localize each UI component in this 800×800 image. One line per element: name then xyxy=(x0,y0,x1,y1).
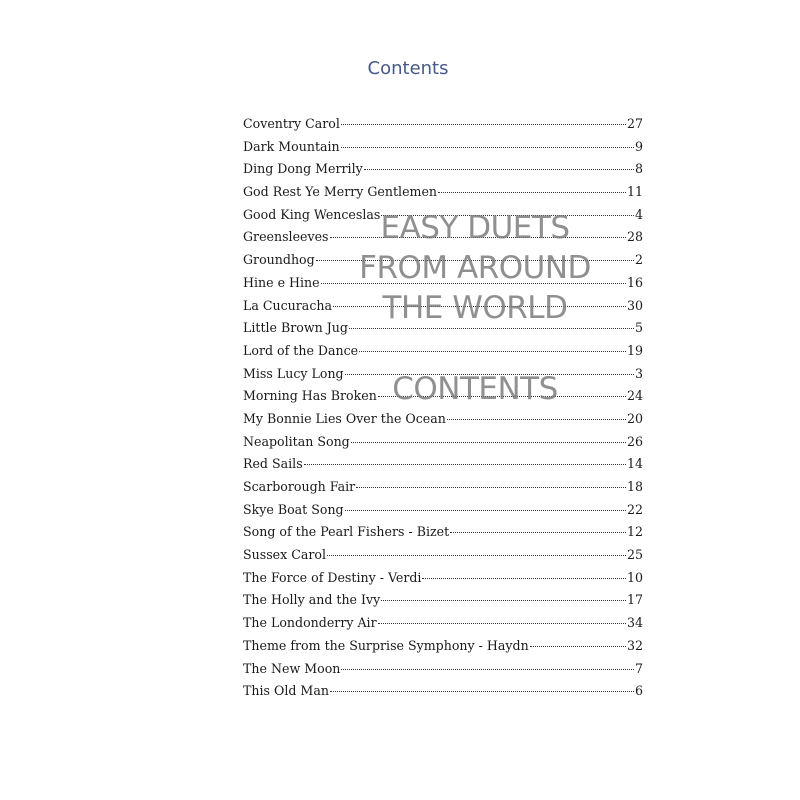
toc-dot-leader xyxy=(341,669,634,670)
toc-dot-leader xyxy=(327,555,626,556)
toc-entry-page-number: 22 xyxy=(626,501,643,517)
toc-entry-page-number: 20 xyxy=(626,410,643,426)
toc-dot-leader xyxy=(330,691,634,692)
toc-entry-title: Theme from the Surprise Symphony - Haydn xyxy=(243,637,529,653)
toc-entry-title: Greensleeves xyxy=(243,229,329,245)
toc-entry-page-number: 28 xyxy=(626,229,643,245)
toc-entry xyxy=(243,181,643,204)
toc-dot-leader xyxy=(359,351,626,352)
toc-dot-leader xyxy=(333,306,626,307)
toc-entry xyxy=(243,136,643,159)
toc-dot-leader xyxy=(447,419,626,420)
toc-entry-page-number: 10 xyxy=(626,569,643,585)
toc-entry-title: Miss Lucy Long xyxy=(243,365,344,381)
toc-entry xyxy=(243,680,643,703)
toc-entry xyxy=(243,340,643,363)
toc-entry-title: Ding Dong Merrily xyxy=(243,161,363,177)
toc-entry xyxy=(243,158,643,181)
toc-entry xyxy=(243,612,643,635)
toc-entry-page-number: 11 xyxy=(626,184,643,200)
toc-entry-page-number: 8 xyxy=(634,161,643,177)
toc-dot-leader xyxy=(381,215,634,216)
toc-entry xyxy=(243,385,643,408)
toc-entry xyxy=(243,658,643,681)
toc-entry-title: The Force of Destiny - Verdi xyxy=(243,569,422,585)
toc-entry-title: Groundhog xyxy=(243,252,315,268)
toc-entry-page-number: 27 xyxy=(626,116,643,131)
toc-entry-title: The Londonderry Air xyxy=(243,615,377,631)
toc-dot-leader xyxy=(345,374,634,375)
toc-entry xyxy=(243,113,643,136)
toc-entry-title: Red Sails xyxy=(243,456,303,472)
toc-entry-page-number: 24 xyxy=(626,388,643,404)
toc-entry-page-number: 3 xyxy=(634,365,643,381)
toc-entry-page-number: 17 xyxy=(626,592,643,608)
toc-entry xyxy=(243,204,643,227)
page-title: Contents xyxy=(367,58,449,79)
toc-dot-leader xyxy=(356,487,626,488)
toc-dot-leader xyxy=(351,442,626,443)
toc-entry-title: Neapolitan Song xyxy=(243,433,350,449)
toc-entry-page-number: 12 xyxy=(626,524,643,540)
toc-entry-page-number: 6 xyxy=(634,683,643,699)
toc-dot-leader xyxy=(422,578,626,579)
watermark-line: FROM AROUND xyxy=(359,250,591,286)
watermark-subtitle: CONTENTS xyxy=(392,371,558,407)
toc-entry-title: Little Brown Jug xyxy=(243,320,348,336)
toc-entry xyxy=(243,453,643,476)
toc-entry xyxy=(243,589,643,612)
toc-entry xyxy=(243,272,643,295)
table-of-contents xyxy=(243,113,643,703)
toc-entry xyxy=(243,317,643,340)
toc-dot-leader xyxy=(341,124,626,125)
toc-entry-title: Skye Boat Song xyxy=(243,501,344,517)
toc-entry-page-number: 25 xyxy=(626,547,643,563)
watermark-line: EASY DUETS xyxy=(380,210,570,246)
toc-dot-leader xyxy=(378,623,626,624)
watermark-line: THE WORLD xyxy=(382,290,568,326)
toc-entry-page-number: 5 xyxy=(634,320,643,336)
toc-entry xyxy=(243,226,643,249)
toc-entry xyxy=(243,249,643,272)
toc-entry-page-number: 19 xyxy=(626,342,643,358)
toc-entry-title: La Cucuracha xyxy=(243,297,332,313)
toc-entry xyxy=(243,567,643,590)
toc-entry-page-number: 32 xyxy=(626,637,643,653)
toc-entry xyxy=(243,408,643,431)
toc-entry-title: The Holly and the Ivy xyxy=(243,592,381,608)
toc-entry-title: Coventry Carol xyxy=(243,116,340,131)
toc-entry-page-number: 14 xyxy=(626,456,643,472)
toc-entry-title: My Bonnie Lies Over the Ocean xyxy=(243,410,446,426)
toc-dot-leader xyxy=(378,396,626,397)
toc-entry xyxy=(243,521,643,544)
toc-entry-title: Morning Has Broken xyxy=(243,388,377,404)
toc-entry-title: Song of the Pearl Fishers - Bizet xyxy=(243,524,450,540)
toc-dot-leader xyxy=(381,600,626,601)
toc-entry xyxy=(243,295,643,318)
toc-dot-leader xyxy=(349,328,634,329)
toc-dot-leader xyxy=(438,192,626,193)
toc-dot-leader xyxy=(364,169,634,170)
toc-entry xyxy=(243,476,643,499)
toc-entry-title: Scarborough Fair xyxy=(243,479,356,494)
toc-dot-leader xyxy=(304,464,626,465)
toc-entry-title: Good King Wenceslas xyxy=(243,206,381,222)
toc-entry-title: Hine e Hine xyxy=(243,274,320,290)
toc-entry xyxy=(243,544,643,567)
toc-entry-page-number: 18 xyxy=(626,479,643,494)
toc-dot-leader xyxy=(330,237,626,238)
toc-entry-page-number: 26 xyxy=(626,433,643,449)
toc-entry xyxy=(243,363,643,386)
toc-entry-title: The New Moon xyxy=(243,660,341,676)
toc-entry xyxy=(243,499,643,522)
toc-dot-leader xyxy=(341,147,634,148)
toc-entry-title: Dark Mountain xyxy=(243,138,340,154)
toc-entry-page-number: 4 xyxy=(634,206,643,222)
toc-entry-title: This Old Man xyxy=(243,683,329,699)
toc-entry-title: Lord of the Dance xyxy=(243,342,359,358)
toc-entry-page-number: 16 xyxy=(626,274,643,290)
toc-entry xyxy=(243,431,643,454)
toc-dot-leader xyxy=(316,260,634,261)
toc-entry-page-number: 9 xyxy=(634,138,643,154)
toc-entry-title: Sussex Carol xyxy=(243,547,326,563)
toc-entry-page-number: 7 xyxy=(634,660,643,676)
toc-dot-leader xyxy=(450,532,626,533)
toc-dot-leader xyxy=(530,646,626,647)
toc-entry-page-number: 2 xyxy=(634,252,643,268)
toc-entry-page-number: 34 xyxy=(626,615,643,631)
toc-entry-page-number: 30 xyxy=(626,297,643,313)
toc-dot-leader xyxy=(321,283,626,284)
toc-dot-leader xyxy=(345,510,626,511)
toc-entry-title: God Rest Ye Merry Gentlemen xyxy=(243,184,438,200)
toc-entry xyxy=(243,635,643,658)
